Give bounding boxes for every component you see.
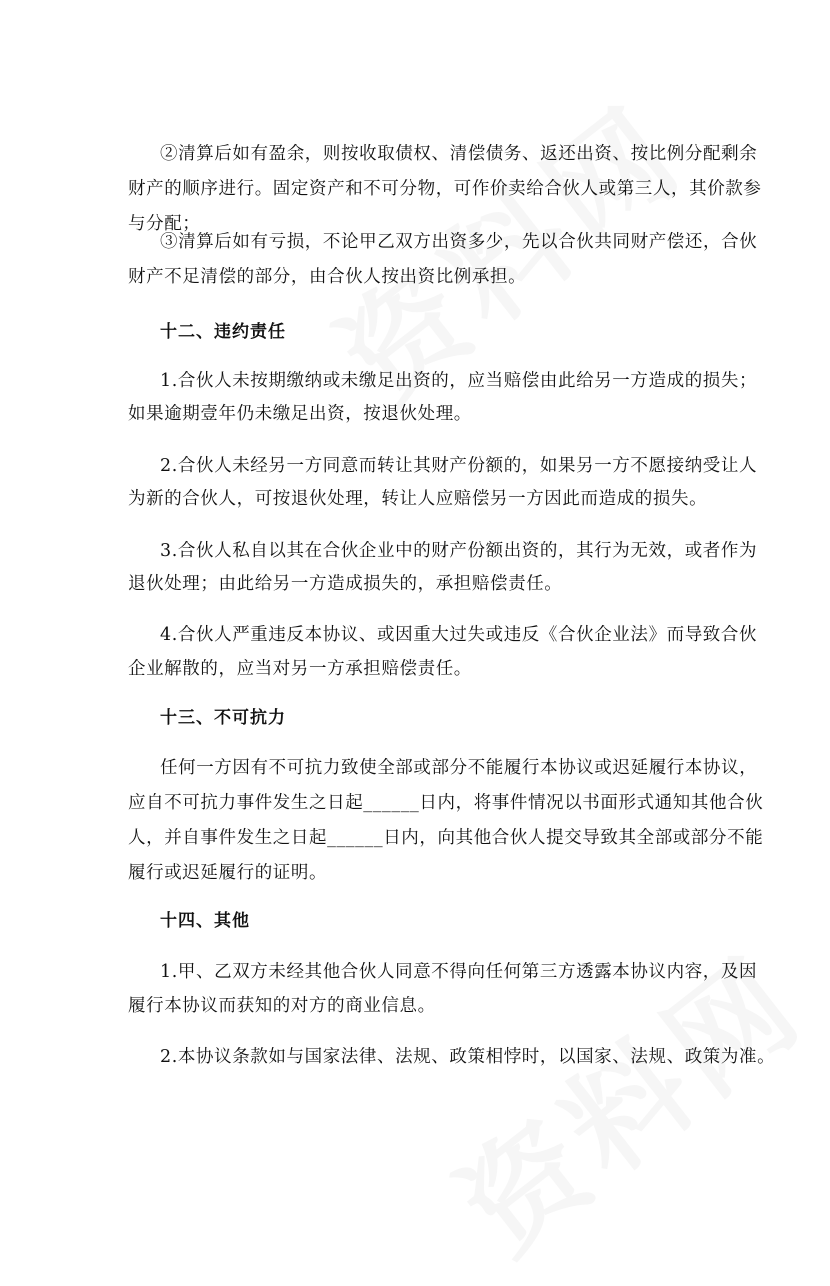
paragraph-line: 应自不可抗力事件发生之日起______日内，将事件情况以书面形式通知其他合伙 — [128, 793, 764, 813]
section-heading: 十四、其他 — [160, 911, 250, 931]
paragraph-line: 财产的顺序进行。固定资产和不可分物，可作价卖给合伙人或第三人，其价款参 — [128, 179, 762, 199]
paragraph-line: 1.甲、乙双方未经其他合伙人同意不得向任何第三方透露本协议内容，及因 — [160, 962, 758, 982]
paragraph-line: 退伙处理；由此给另一方造成损失的，承担赔偿责任。 — [128, 574, 563, 594]
paragraph-line: 人，并自事件发生之日起______日内，向其他合伙人提交导致其全部或部分不能 — [128, 828, 764, 848]
paragraph-line: 1.合伙人未按期缴纳或未缴足出资的，应当赔偿由此给另一方造成的损失； — [160, 371, 758, 391]
paragraph-line: 财产不足清偿的部分，由合伙人按出资比例承担。 — [128, 267, 527, 287]
section-heading: 十三、不可抗力 — [160, 708, 286, 728]
paragraph-line: 履行或迟延履行的证明。 — [128, 863, 328, 883]
paragraph-line: 履行本协议而获知的对方的商业信息。 — [128, 996, 436, 1016]
section-heading: 十二、违约责任 — [160, 322, 286, 342]
paragraph-line: 2.本协议条款如与国家法律、法规、政策相悖时，以国家、法规、政策为准。 — [160, 1047, 776, 1067]
paragraph-line: 与分配； — [128, 214, 201, 234]
paragraph-line: ②清算后如有盈余，则按收取债权、清偿债务、返还出资、按比例分配剩余 — [160, 144, 758, 164]
paragraph-line: 4.合伙人严重违反本协议、或因重大过失或违反《合伙企业法》而导致合伙 — [160, 625, 758, 645]
paragraph-line: 企业解散的，应当对另一方承担赔偿责任。 — [128, 659, 472, 679]
paragraph-line: 任何一方因有不可抗力致使全部或部分不能履行本协议或迟延履行本协议， — [160, 758, 758, 778]
paragraph-line: 为新的合伙人，可按退伙处理，转让人应赔偿另一方因此而造成的损失。 — [128, 489, 708, 509]
paragraph-line: 3.合伙人私自以其在合伙企业中的财产份额出资的，其行为无效，或者作为 — [160, 541, 758, 561]
paragraph-line: 2.合伙人未经另一方同意而转让其财产份额的，如果另一方不愿接纳受让人 — [160, 456, 758, 476]
paragraph-line: 如果逾期壹年仍未缴足出资，按退伙处理。 — [128, 404, 472, 424]
paragraph-line: ③清算后如有亏损，不论甲乙双方出资多少，先以合伙共同财产偿还，合伙 — [160, 232, 758, 252]
